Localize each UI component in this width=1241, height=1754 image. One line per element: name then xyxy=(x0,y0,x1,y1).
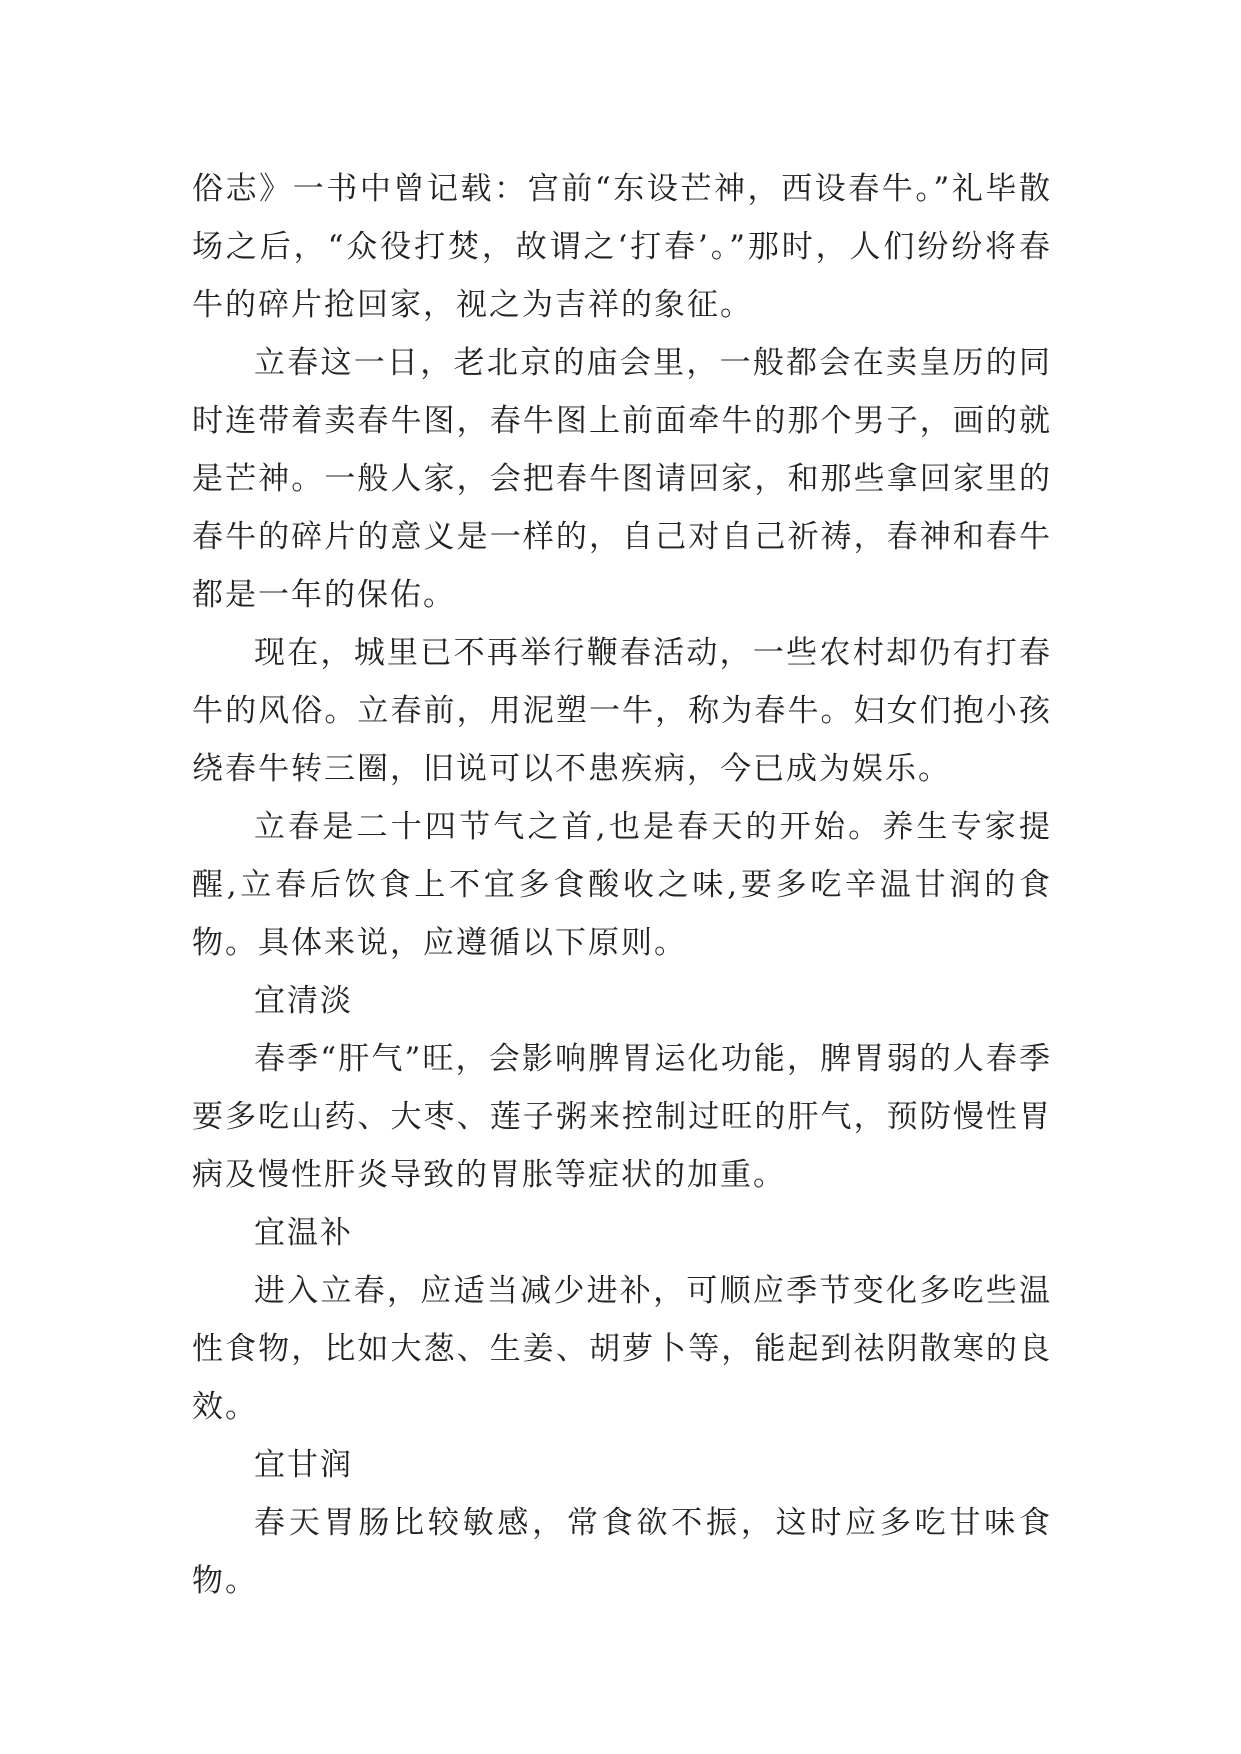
paragraph-warm-tonic: 进入立春，应适当减少进补，可顺应季节变化多吃些温性食物，比如大葱、生姜、胡萝卜等，能起到祛阴散寒的良效。 xyxy=(192,1273,1052,1425)
paragraph-lichun-temple-fair: 立春这一日，老北京的庙会里，一般都会在卖皇历的同时连带着卖春牛图，春牛图上前面牵牛的那个男子，画的就是芒神。一般人家，会把春牛图请回家，和那些拿回家里的春牛的碎片的意义是一样的，自己对自己祈祷，春神和春牛都是一年的保佑。 xyxy=(192,345,1052,613)
paragraph-light-diet: 春季“肝气”旺，会影响脾胃运化功能，脾胃弱的人春季要多吃山药、大枣、莲子粥来控制过旺的肝气，预防慢性胃病及慢性肝炎导致的胃胀等症状的加重。 xyxy=(192,1041,1052,1193)
paragraph-sweet-moist: 春天胃肠比较敏感，常食欲不振，这时应多吃甘味食物。 xyxy=(192,1505,1052,1599)
subheading-warm-tonic: 宜温补 xyxy=(254,1215,353,1251)
body-text xyxy=(192,160,1052,1610)
subheading-sweet-moist: 宜甘润 xyxy=(254,1447,353,1483)
paragraph-health-advice: 立春是二十四节气之首,也是春天的开始。养生专家提醒,立春后饮食上不宜多食酸收之味,要多吃辛温甘润的食物。具体来说，应遵循以下原则。 xyxy=(192,809,1052,961)
subheading-light-diet: 宜清淡 xyxy=(254,983,353,1019)
paragraph-beating-spring-ox: 现在，城里已不再举行鞭春活动，一些农村却仍有打春牛的风俗。立春前，用泥塑一牛，称为春牛。妇女们抱小孩绕春牛转三圈，旧说可以不患疾病，今已成为娱乐。 xyxy=(192,635,1052,787)
paragraph-continuation: 俗志》一书中曾记载：宫前“东设芒神，西设春牛。”礼毕散场之后，“众役打焚，故谓之‘打春’。”那时，人们纷纷将春牛的碎片抢回家，视之为吉祥的象征。 xyxy=(192,171,1052,323)
